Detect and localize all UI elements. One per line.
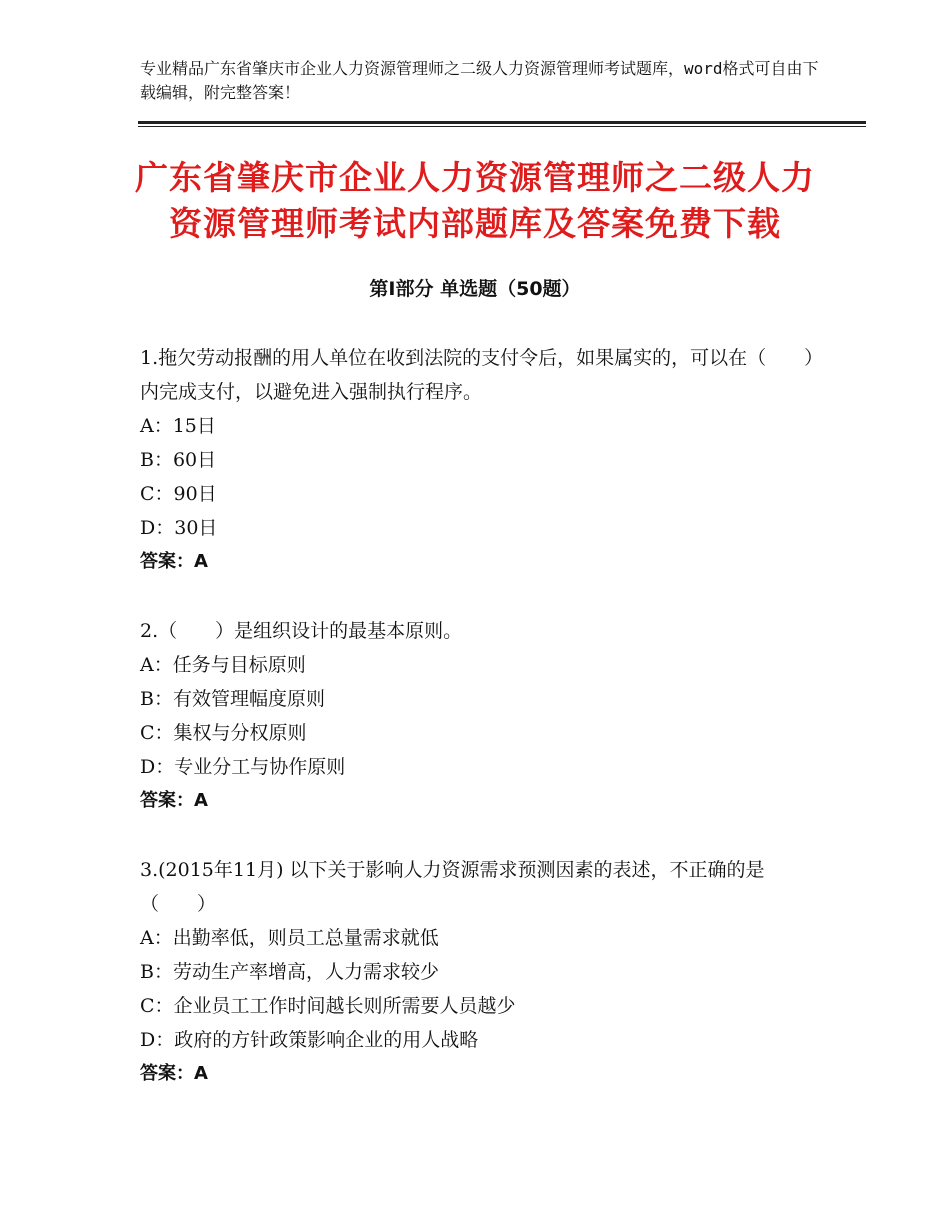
option-d: D：专业分工与协作原则 [140, 756, 346, 778]
answer: 答案：A [140, 790, 208, 811]
option-c: C：集权与分权原则 [140, 722, 307, 744]
option-a: A：任务与目标原则 [140, 654, 306, 676]
option-b: B：有效管理幅度原则 [140, 688, 325, 710]
section-title: 第Ⅰ部分 单选题（50题） [369, 278, 581, 300]
question-1 [140, 341, 820, 579]
option-a: A：出勤率低，则员工总量需求就低 [140, 927, 439, 949]
answer: 答案：A [140, 551, 208, 572]
document-title: 广东省肇庆市企业人力资源管理师之二级人力资源管理师考试内部题库及答案免费下载 [135, 158, 815, 243]
header-rule-thin [138, 126, 866, 127]
option-b: B：60日 [140, 449, 217, 471]
header-note: 专业精品广东省肇庆市企业人力资源管理师之二级人力资源管理师考试题库，word格式可自由下载编辑，附完整答案！ [140, 59, 819, 102]
option-d: D：30日 [140, 517, 218, 539]
question-3 [140, 853, 820, 1091]
answer: 答案：A [140, 1063, 208, 1084]
question-2 [140, 614, 820, 818]
question-text: 2.（ ）是组织设计的最基本原则。 [140, 620, 463, 642]
option-a: A：15日 [140, 415, 216, 437]
question-text: 3.(2015年11月) 以下关于影响人力资源需求预测因素的表述，不正确的是 （ ） [140, 859, 765, 915]
header-rule-thick [138, 121, 866, 124]
option-d: D：政府的方针政策影响企业的用人战略 [140, 1029, 479, 1051]
option-b: B：劳动生产率增高，人力需求较少 [140, 961, 439, 983]
question-text: 1.拖欠劳动报酬的用人单位在收到法院的支付令后，如果属实的，可以在（ ）内完成支付，以避免进入强制执行程序。 [140, 347, 814, 403]
option-c: C：90日 [140, 483, 217, 505]
option-c: C：企业员工工作时间越长则所需要人员越少 [140, 995, 516, 1017]
